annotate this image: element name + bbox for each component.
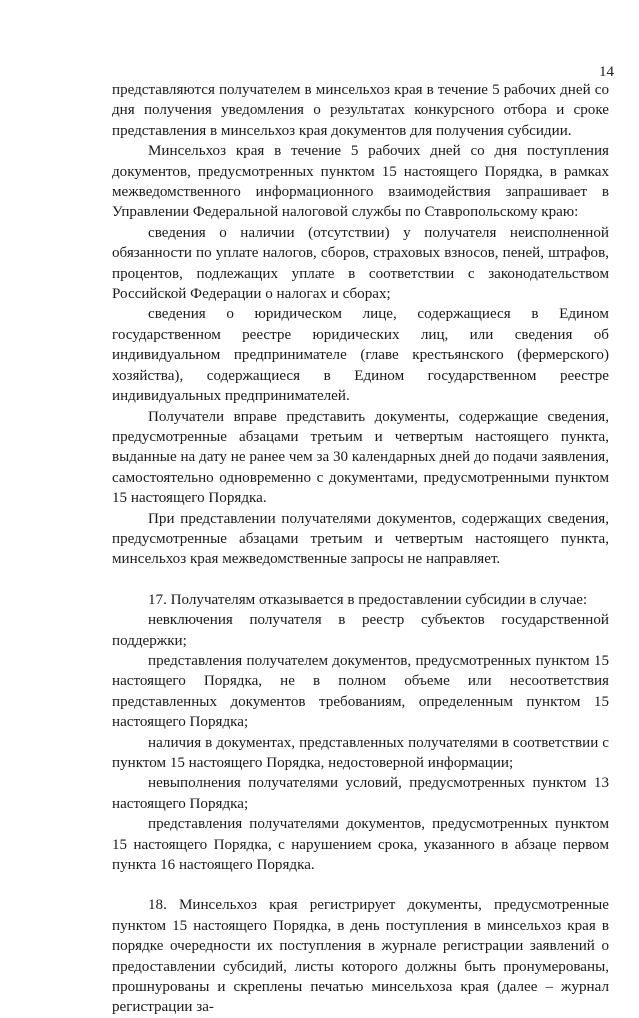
paragraph: невыполнения получателями условий, предусмотренных пунктом 13 настоящего Порядка;	[112, 775, 609, 812]
paragraph: наличия в документах, представленных получателями в соответствии с пунктом 15 настоящего Порядка, недостоверной информации;	[112, 734, 609, 771]
paragraph: представления получателями документов, предусмотренных пунктом 15 настоящего Порядка, с нарушением срока, указанного в абзаце первом пункта 16 настоящего Порядка.	[112, 816, 609, 874]
paragraph: невключения получателя в реестр субъектов государственной поддержки;	[112, 612, 609, 649]
paragraph-continuation: представляются получателем в минсельхоз края в течение 5 рабочих дней со дня получения уведомления о результатах конкурсного отбора и сроке представления в минсельхоз края документов для получения субсидии.	[112, 82, 609, 139]
page-number: 14	[599, 64, 614, 80]
paragraph: сведения о юридическом лице, содержащиеся в Едином государственном реестре юридических лиц, или сведения об индивидуальном предпринимателе (главе крестьянского (фермерского) хозяйства), содержащиеся в Едином государственном реестре индивидуальных предпринимателей.	[112, 306, 609, 405]
paragraph: Минсельхоз края в течение 5 рабочих дней со дня поступления документов, предусмотренных пунктом 15 настоящего Порядка, в рамках межведомственного информационного взаимодействия запрашивает в Управлении Федеральной налоговой службы по Ставропольскому краю:	[112, 143, 609, 221]
body-text	[112, 80, 609, 1018]
paragraph: сведения о наличии (отсутствии) у получателя неисполненной обязанности по уплате налогов, сборов, страховых взносов, пеней, штрафов, процентов, подлежащих уплате в соответствии с законодательством Российской Федерации о налогах и сборах;	[112, 224, 609, 303]
paragraph-section-17: 17. Получателям отказывается в предоставлении субсидии в случае:	[148, 591, 588, 608]
paragraph-section-18: 18. Минсельхоз края регистрирует документы, предусмотренные пунктом 15 настоящего Порядка, в день поступления в минсельхоз края в порядке очередности их поступления в журнале регистрации заявлений о предоставлении субсидий, листы которого должны быть пронумерованы, прошнурованы и скреплены печатью минсельхоза края (далее – журнал регистрации за-	[112, 897, 609, 1016]
paragraph: представления получателем документов, предусмотренных пунктом 15 настоящего Порядка, не в полном объеме или несоответствия представленных документов требованиям, определенным пунктом 15 настоящего Порядка;	[112, 652, 609, 731]
paragraph: При представлении получателями документов, содержащих сведения, предусмотренные абзацами третьим и четвертым настоящего пункта, минсельхоз края межведомственные запросы не направляет.	[112, 510, 609, 568]
paragraph: Получатели вправе представить документы, содержащие сведения, предусмотренные абзацами третьим и четвертым настоящего пункта, выданные на дату не ранее чем за 30 календарных дней до подачи заявления, самостоятельно одновременно с документами, предусмотренными пунктом 15 настоящего Порядка.	[112, 408, 609, 507]
